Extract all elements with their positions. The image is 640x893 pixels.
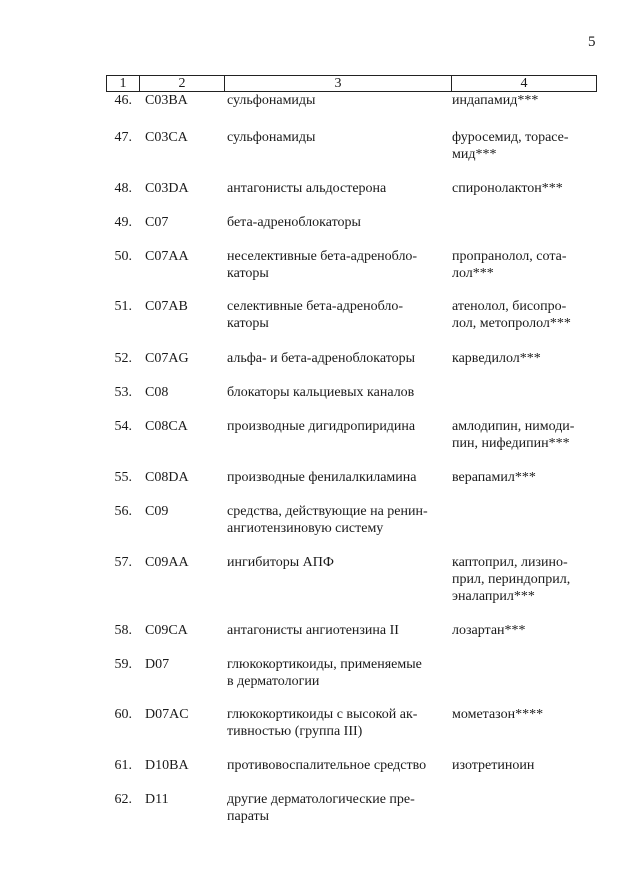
group-description (227, 350, 441, 367)
description-line: ингибиторы АПФ (227, 555, 334, 570)
description-line: производные дигидропиридина (227, 419, 416, 434)
row-number: 48. (114, 181, 132, 196)
description-line: ангиотензиновую систему (227, 521, 384, 536)
group-description (227, 129, 441, 146)
group-description (227, 92, 441, 109)
group-description (227, 180, 441, 197)
atc-code: C08CA (145, 419, 188, 434)
group-description (227, 503, 441, 537)
row-number: 59. (114, 657, 132, 672)
atc-code: C07AA (145, 249, 189, 264)
drug-line: пин, нифедипин*** (452, 436, 570, 451)
drug-names (452, 418, 593, 452)
row-number: 57. (114, 555, 132, 570)
description-line: сульфонамиды (227, 130, 316, 145)
atc-code: D07 (145, 657, 170, 672)
drug-line: прил, периндоприл, (452, 572, 571, 587)
atc-code: D07AC (145, 707, 189, 722)
drug-line: лозартан*** (452, 623, 526, 638)
description-line: антагонисты ангиотензина II (227, 623, 399, 638)
description-line: другие дерматологические пре- (227, 792, 415, 807)
atc-code: C09AA (145, 555, 189, 570)
group-description (227, 791, 441, 825)
drug-names (452, 92, 593, 109)
drug-names (452, 248, 593, 282)
group-description (227, 214, 441, 231)
drug-line: пропранолол, сота- (452, 249, 567, 264)
description-line: каторы (227, 316, 269, 331)
description-line: неселективные бета-адренобло- (227, 249, 418, 264)
description-line: противовоспалительное средство (227, 758, 427, 773)
group-description (227, 248, 441, 282)
row-number: 58. (114, 623, 132, 638)
atc-code: C08DA (145, 470, 189, 485)
description-line: параты (227, 809, 270, 824)
group-description (227, 418, 441, 435)
description-line: сульфонамиды (227, 93, 316, 108)
description-line: селективные бета-адренобло- (227, 299, 404, 314)
drug-names (452, 706, 593, 723)
description-line: тивностью (группа III) (227, 724, 363, 739)
atc-code: C03BA (145, 93, 188, 108)
drug-line: лол*** (452, 266, 494, 281)
row-number: 53. (114, 385, 132, 400)
drug-line: амлодипин, нимоди- (452, 419, 575, 434)
page-number: 5 (588, 34, 596, 50)
drug-names (452, 350, 593, 367)
drug-line: эналаприл*** (452, 589, 535, 604)
drug-line: фуросемид, торасе- (452, 130, 569, 145)
drug-line: лол, метопролол*** (452, 316, 571, 331)
row-number: 51. (114, 299, 132, 314)
group-description (227, 298, 441, 332)
description-line: альфа- и бета-адреноблокаторы (227, 351, 416, 366)
atc-code: C07 (145, 215, 169, 230)
atc-code: C03CA (145, 130, 188, 145)
drug-names (452, 129, 593, 163)
drug-line: атенолол, бисопро- (452, 299, 567, 314)
row-number: 60. (114, 707, 132, 722)
drug-line: индапамид*** (452, 93, 539, 108)
description-line: антагонисты альдостерона (227, 181, 387, 196)
row-number: 55. (114, 470, 132, 485)
header-col-2: 2 (140, 76, 225, 92)
description-line: средства, действующие на ренин- (227, 504, 428, 519)
atc-code: D11 (145, 792, 169, 807)
drug-names (452, 554, 593, 605)
atc-code: C07AG (145, 351, 189, 366)
drug-names (452, 622, 593, 639)
atc-code: C09CA (145, 623, 188, 638)
description-line: каторы (227, 266, 269, 281)
atc-code: C07AB (145, 299, 188, 314)
drug-names (452, 180, 593, 197)
atc-code: D10BA (145, 758, 189, 773)
group-description (227, 554, 441, 571)
drug-line: спиронолактон*** (452, 181, 563, 196)
table-header (106, 75, 597, 92)
description-line: бета-адреноблокаторы (227, 215, 361, 230)
drug-names (452, 298, 593, 332)
table-header-row (107, 76, 597, 92)
group-description (227, 622, 441, 639)
header-col-4: 4 (452, 76, 597, 92)
row-number: 61. (114, 758, 132, 773)
description-line: глюкокортикоиды с высокой ак- (227, 707, 418, 722)
row-number: 50. (114, 249, 132, 264)
group-description (227, 656, 441, 690)
row-number: 54. (114, 419, 132, 434)
description-line: производные фенилалкиламина (227, 470, 417, 485)
atc-code: C09 (145, 504, 169, 519)
drug-line: мометазон**** (452, 707, 544, 722)
atc-code: C08 (145, 385, 169, 400)
description-line: блокаторы кальциевых каналов (227, 385, 415, 400)
row-number: 56. (114, 504, 132, 519)
drug-line: карведилол*** (452, 351, 541, 366)
group-description (227, 706, 441, 740)
description-line: в дерматологии (227, 674, 320, 689)
header-col-1: 1 (107, 76, 140, 92)
row-number: 49. (114, 215, 132, 230)
row-number: 62. (114, 792, 132, 807)
row-number: 46. (114, 93, 132, 108)
group-description (227, 384, 441, 401)
drug-line: каптоприл, лизино- (452, 555, 568, 570)
header-col-3: 3 (225, 76, 452, 92)
atc-code: C03DA (145, 181, 189, 196)
drug-line: верапамил*** (452, 470, 536, 485)
description-line: глюкокортикоиды, применяемые (227, 657, 422, 672)
group-description (227, 469, 441, 486)
drug-line: изотретиноин (452, 758, 535, 773)
drug-names (452, 757, 593, 774)
row-number: 47. (114, 130, 132, 145)
row-number: 52. (114, 351, 132, 366)
drug-line: мид*** (452, 147, 497, 162)
drug-names (452, 469, 593, 486)
group-description (227, 757, 441, 774)
